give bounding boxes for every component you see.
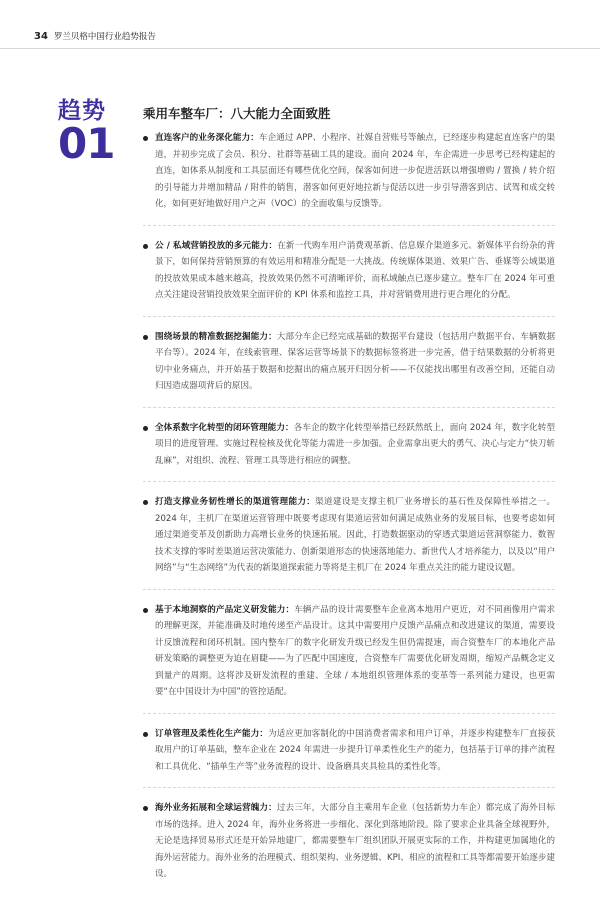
bullet-icon xyxy=(143,732,148,737)
item-text: 在新一代购车用户消费观革新、信息媒介渠道多元、新媒体平台纷杂的背景下，如何保持营销预算的有效运用和精准分配是一大挑战。传统媒体渠道、效果广告、垂媒等公域渠道的投放效果成本越来越高，投放效果仍然不可清晰评价，而私域触点已逐步建立。整车厂在 2024 年可重点关注建设营销投放效果全面评价的 KPI 体系和监控工具，并对营销费用进行更合理化的分配。 xyxy=(155,240,556,300)
page-number: 34 xyxy=(34,30,48,42)
item-lead: 全体系数字化转型的闭环管理能力： xyxy=(155,422,294,433)
header-divider xyxy=(0,48,600,49)
bullet-icon xyxy=(143,806,148,811)
bullet-icon xyxy=(143,244,148,249)
item-lead: 直连客户的业务深化能力： xyxy=(155,133,259,143)
list-item xyxy=(143,130,555,226)
list-item xyxy=(143,238,555,317)
item-text: 大部分车企已经完成基础的数据平台建设（包括用户数据平台、车辆数据平台等）。2024 年，在线索管理、保客运营等场景下的数据标签将进一步完善，借于结果数据的分析将更切中业务痛点，并开始基于数据和挖掘出的痛点展开归因分析——不仅能找出哪里有改善空间，还能自动归因造成器项背后的原因。 xyxy=(155,331,556,391)
item-lead: 订单管理及柔性化生产能力： xyxy=(155,728,269,739)
item-text: 渠道建设是支撑主机厂业务增长的基石性及保障性举措之一。2024 年，主机厂在渠道运营管理中既要考虑现有渠道运营如何满足成熟业务的发展目标，也要考虑如何通过渠道变革及创新助力高增长业务的快速拓展。因此，打造数据驱动的穿透式渠道运营洞察能力、数智技术支撑的零时差渠道运营决策能力、创新渠道形态的快速落地能力、新世代人才培养能力，以及以“用户网络”与“生态网络”为代表的新渠道探索能力等将是主机厂在 2024 年重点关注的能力建设议题。 xyxy=(155,497,555,573)
bullet-icon xyxy=(143,426,148,431)
trend-number: 01 xyxy=(58,119,115,168)
item-text: 车企通过 APP、小程序、社媒自营账号等触点，已经逐步构建起直连客户的渠道，并初步完成了会员、积分、社群等基础工具的建设。面向 2024 年，车企需进一步思考已经构建起的直连，如体系从制度和工具层面还有哪些优化空间，保客如何进一步促进活跃以增强增购 / 置换 / 转介绍的引导能力并增加精品 / 附件的销售，潜客如何更好地拉新与促活以进一步引导潜客到店、试驾和成交转化，如何更好地做好用户之声（VOC）的全面收集与反馈等。 xyxy=(155,133,556,209)
item-lead: 基于本地洞察的产品定义研发能力： xyxy=(155,604,295,615)
section-title: 乘用车整车厂：八大能力全面致胜 xyxy=(143,106,331,121)
list-item xyxy=(143,494,555,590)
item-lead: 打造支撑业务韧性增长的渠道管理能力： xyxy=(155,497,316,507)
item-lead: 围绕场景的精准数据挖掘能力： xyxy=(155,331,277,342)
page-header xyxy=(34,30,156,42)
bullet-icon xyxy=(143,500,148,505)
item-lead: 海外业务拓展和全球运营魄力： xyxy=(155,803,277,813)
list-item xyxy=(143,726,555,789)
trend-badge xyxy=(58,98,115,168)
list-item xyxy=(143,420,555,483)
bullet-icon xyxy=(143,335,148,340)
list-item xyxy=(143,329,555,408)
item-text: 为适应更加客制化的中国消费者需求和用户订单，并逐步构建整车厂直接获取用户的订单基础，整车企业在 2024 年需进一步提升订单柔性化生产的能力，包括基于订单的排产流程和工具优化、“插单生产等”业务流程的设计、设备磨具夹具检具的柔性化等。 xyxy=(155,728,556,772)
capability-list xyxy=(143,130,555,907)
item-text: 各车企的数字化转型举措已经跃然纸上，面向 2024 年，数字化转型项目的进度管理、实施过程检核及优化等能力需进一步加强。企业需拿出更大的勇气、决心与定力“快刀斩乱麻”，对组织、流程、管理工具等进行相应的调整。 xyxy=(155,422,556,466)
item-text: 过去三年，大部分自主乘用车企业（包括新势力车企）都完成了海外目标市场的选择。进入 2024 年，海外业务将进一步细化、深化到落地阶段。除了要求企业具备全球视野外，无论是选择贸易形式还是开始异地建厂，都需要整车厂组织团队开展更实际的工作，并构建更加属地化的海外运营能力。海外业务的治理模式、组织架构、业务逻辑、KPI、相应的流程和工具等都需要开始逐步建设。 xyxy=(155,803,556,879)
trend-label: 趋势 xyxy=(58,98,106,124)
item-text: 车辆产品的设计需要整车企业离本地用户更近，对不同画像用户需求的理解更深，并能准确及时地传递至产品设计。这其中需要用户反馈产品痛点和改进建议的渠道，需要设计反馈流程和闭环机制。国内整车厂的数字化研发升级已经发生但仍需提速，而合资整车厂的本地化产品研发策略的调整更为迫在眉睫——为了匹配中国速度，合资整车厂需要优化研发周期，缩短产品概念定义到量产的周期。这将涉及研发流程的重建、全球 / 本地组织管理体系的变革等一系列能力建设，也更需要“在中国设计为中国”的管控适配。 xyxy=(155,604,556,697)
bullet-icon xyxy=(143,136,148,141)
bullet-icon xyxy=(143,608,148,613)
list-item xyxy=(143,800,555,895)
list-item xyxy=(143,602,555,714)
item-lead: 公 / 私域营销投放的多元能力： xyxy=(155,240,278,251)
report-title: 罗兰贝格中国行业趋势报告 xyxy=(53,32,156,42)
